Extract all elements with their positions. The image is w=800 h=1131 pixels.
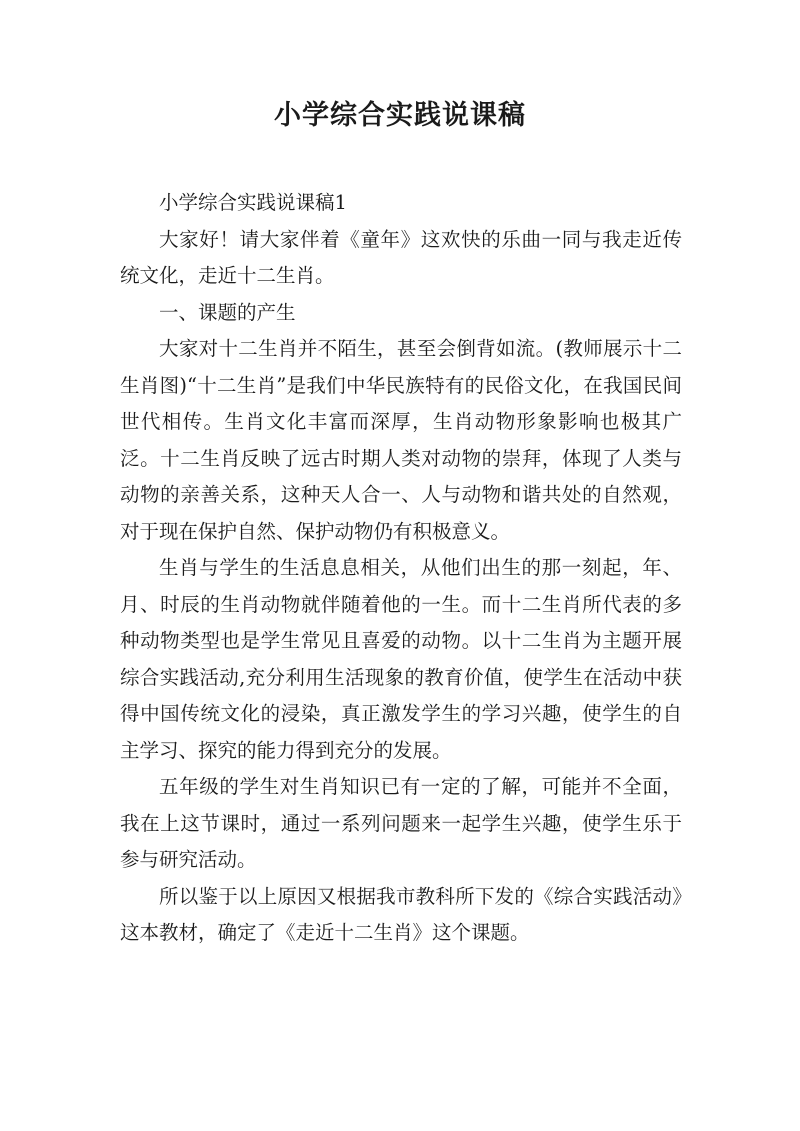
paragraph-grade-five: 五年级的学生对生肖知识已有一定的了解，可能并不全面，我在上这节课时，通过一系列问题来一起学生兴趣，使学生乐于参与研究活动。: [120, 775, 682, 871]
document-title: 小学综合实践说课稿: [274, 100, 526, 131]
section-heading-topic-origin: 一、课题的产生: [159, 300, 296, 324]
section-heading: 小学综合实践说课稿1: [159, 191, 347, 214]
paragraph-student-life: 生肖与学生的生活息息相关，从他们出生的那一刻起，年、月、时辰的生肖动物就伴随着他的一生。而十二生肖所代表的多种动物类型也是学生常见且喜爱的动物。以十二生肖为主题开展综合实践活动,充分利用生活现象的教育价值，使学生在活动中获得中国传统文化的浸染，真正激发学生的学习兴趣，使学生的自主学习、探究的能力得到充分的发展。: [120, 556, 682, 762]
document-body: [120, 185, 682, 952]
paragraph-conclusion: 所以鉴于以上原因又根据我市教科所下发的《综合实践活动》这本教材，确定了《走近十二生肖》这个课题。: [120, 884, 682, 944]
paragraph-greeting: 大家好！请大家伴着《童年》这欢快的乐曲一同与我走近传统文化，走近十二生肖。: [120, 227, 682, 287]
paragraph-zodiac-culture: 大家对十二生肖并不陌生，甚至会倒背如流。(教师展示十二生肖图)“十二生肖”是我们中华民族特有的民俗文化，在我国民间世代相传。生肖文化丰富而深厚，生肖动物形象影响也极其广泛。十二生肖反映了远古时期人类对动物的崇拜，体现了人类与动物的亲善关系，这种天人合一、人与动物和谐共处的自然观，对于现在保护自然、保护动物仍有积极意义。: [120, 337, 682, 543]
